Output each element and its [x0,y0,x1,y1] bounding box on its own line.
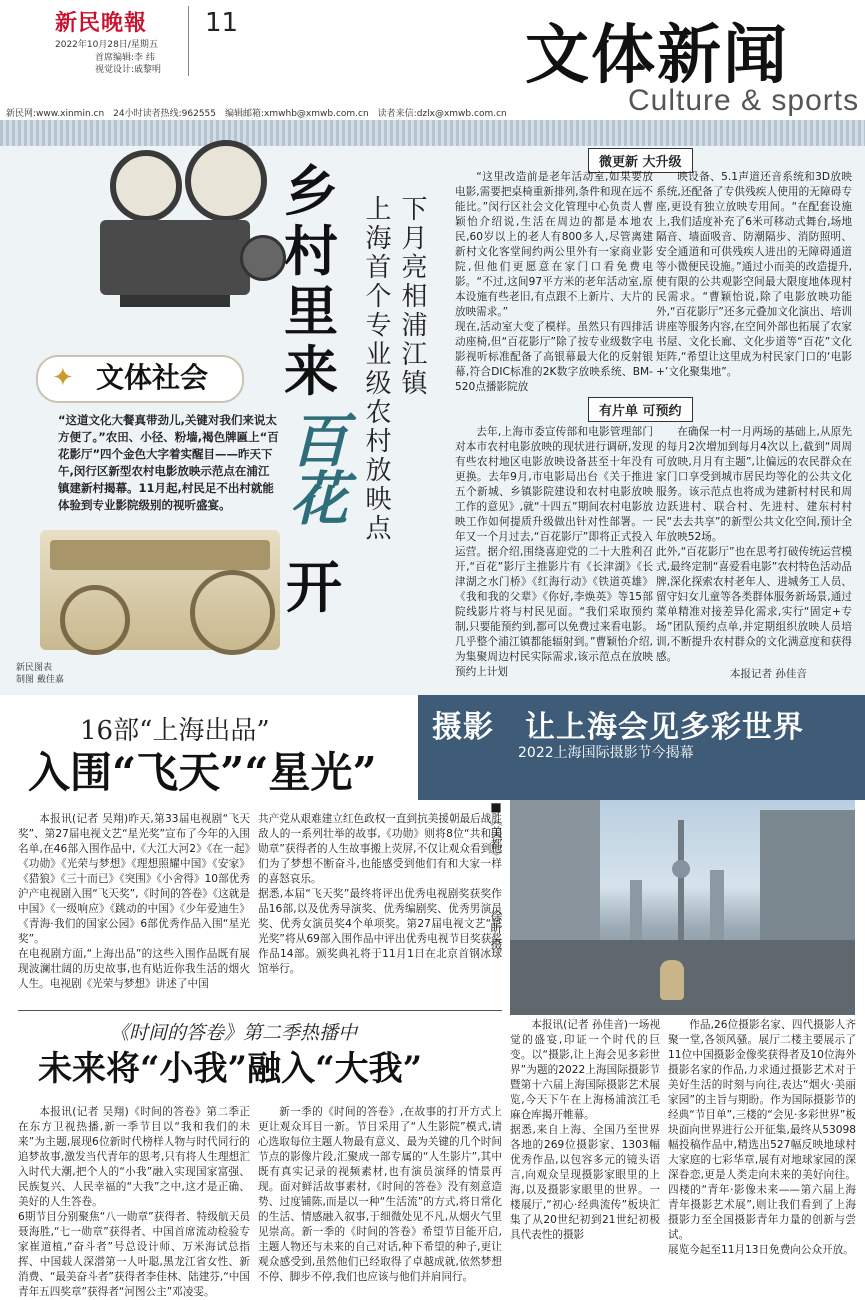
story1-sec1-col2 [656,170,852,378]
story1-headline [284,159,348,404]
story1-sec2-col1 [455,425,653,687]
story1-sec2-col2 [656,425,852,665]
story2-col2 [258,812,502,1002]
story1-deck [358,195,430,675]
story2-col1-text: 本报讯(记者 吴翔)昨天,第33届电视剧“飞天奖”、第27届电视文艺“星光奖”宣布了今年的入围名单,在46部入围作品中,《大江大河2》《在一起》《功勋》《光荣与梦想》《理想照耀中国》《安家》《猎狼》《三十而已》《突围》《小舍得》10部优秀沪产电视剧入围“飞天奖”,《时间的答卷》《这就是中国》《一级响应》《跳动的中国》《少年爱迪生》《青海·我们的国家公园》6部优秀作品入围“星光奖”。 在电视剧方面,“上海出品”的这些入围作品既有展现波澜壮阔的历史故事,也有贴近你我生活的烟火人生。电视剧《光荣与梦想》讲述了中国 [18,813,250,990]
story1-headline-end: 开 [286,555,342,621]
section-title-en: Culture & sports [628,84,860,117]
story3-col2 [258,1105,502,1283]
visual-designer: 视觉设计:戚黎明 [95,65,162,75]
skyline-photo [510,800,855,1015]
headline-char-2: 村 [284,219,338,283]
chief-editor: 首席编辑:李 纬 [95,53,155,63]
headline-char-4: 来 [284,339,338,403]
star-icon: ✦ [52,363,74,393]
story3-kicker: 《时间的答卷》第二季热播中 [110,1022,358,1044]
column-tag [36,355,244,403]
photo-author: 徐昕 摄 [489,910,503,950]
story2-col2-text: 共产党从艰难建立红色政权一直到抗美援朝最后战胜敌人的一系列壮举的故事,《功勋》则将8位“共和国勋章”获得者的人生故事搬上荧屏,不仅让观众看到他们为了梦想不断奋斗,也能感受到他们有和大家一样的喜怒哀乐。 据悉,本届“飞天奖”最终将评出优秀电视剧奖获奖作品16部,以及优秀导演奖、优秀编剧奖、优秀男演员奖、优秀女演员奖4个单项奖。第27届电视文艺“星光奖”将从69部入围作品中评出优秀电视节目奖获奖作品14部。颁奖典礼将于11月1日在北京首钢冰球馆举行。 [258,813,502,975]
story4-subhead: 2022上海国际摄影节今揭幕 [518,745,694,761]
sec1-col1-text: “这里改造前是老年活动室,如果要放电影,需要把桌椅重新排列,条件和现在远不能比。”闵行区社会文化管理中心负责人曹颖怡介绍说,生活在周边的都是本地农民,60岁以上的老人有800多人,尽管离建新村文化客堂间约两公里外有一家商业影院,但他们更愿意在家门口看免费电影。“不过,这间97平方米的老年活动室,原本设施有些老旧,有点跟不上新片、大片的放映需求。” 现在,活动室大变了模样。虽然只有四排活动座椅,但“百花影厅”除了按专业级数字电影视听标准配备了高银幕最大化的反射银幕,符合DIC标准的2K数字放映系统、BM-520点播影院放 [455,171,653,393]
lead-text: “这道文化大餐真带劲儿,关键对我们来说太方便了。”农田、小径、粉墙,褐色牌匾上“百花影厅”四个金色大字着实醒目——昨天下午,闵行区新型农村电影放映示范点在浦江镇建新村揭幕。11月起,村民足不出村就能体验到专业影院级别的视听盛宴。 [58,413,279,512]
story3-col1-text: 本报讯(记者 吴翔)《时间的答卷》第二季正在东方卫视热播,新一季节目以“我和我们的未来”为主题,展现6位新时代榜样人物与时代同行的追梦故事,激发当代青年的思考,只有将人生理想汇入时代大潮,把个人的“小我”融入实现国家富强、民族复兴、人民幸福的“大我”之中,这才是正确、美好的人生答卷。 6期节目分别聚焦“八一勋章”获得者、特级航天员聂海胜,“七一勋章”获得者、中国首席流动检验专家崔道植,“奋斗者”号总设计师、万米海试总指挥、中国载人深潜第一人叶聪,黑龙江省女性、新消费、“最美奋斗者”获得者李佳林、陆建芬,“中国青年五四奖章”获得者“河图公主”邓凌雯。 [18,1106,250,1298]
story1-byline: 本报记者 孙佳音 [730,668,807,680]
story4-headline-text: 让上海会见多彩世界 [525,710,804,745]
photo-caption-column [470,800,510,1000]
story4-col1-text: 本报讯(记者 孙佳音)一场视觉的盛宴,印证一个时代的巨变。以“摄影,让上海会见多彩世界”为题的2022上海国际摄影节暨第十六届上海国际摄影艺术展览,今天下午在上海杨浦滨江毛麻仓库揭开帷幕。 据悉,来自上海、全国乃至世界各地的269位摄影家、1303幅优秀作品,以包容多元的镜头语言,向观众呈现摄影家眼里的上海,以及摄影家眼里的世界。一楼展厅,“初心·经典流传”板块汇集了从20世纪初到21世纪初极具代表性的摄影 [510,1019,660,1241]
contact-line: 新民网:www.xinmin.cn 24小时读者热线:962555 编辑邮箱:xmwhb@xmwb.com.cn 读者来信:dzlx@xmwb.com.cn [6,109,507,119]
headline-char-1: 乡 [284,159,338,223]
projector-illustration [90,140,280,320]
story4-col1 [510,1018,660,1276]
story2-headline: 入围“飞天”“星光” [28,748,377,797]
story1-subhead-2: 有片单 可预约 [588,397,693,422]
story2-kicker: 16部“上海出品” [80,716,270,746]
story2-col1 [18,812,250,1002]
credit-line-2: 制图 戴佳嘉 [16,675,64,685]
headline-char-3: 里 [284,279,338,343]
column-tag-text: 文体社会 [96,361,209,394]
deck-line-1: 下月亮相浦江镇 [397,195,427,398]
sec1-col2-text: 映设备、5.1声道还音系统和3D放映系统,还配备了专供残疾人使用的无障碍专座,更设有独立放映专用间。“在配套设施上,我们适度补充了6米可移动式舞台,场地隔音、墙面吸音、防潮隔步、消防照明、安全通道和可供残疾人进出的无障碍通道等小微便民设施。”通过小而美的改造提升,使有限的公共观影空间最大限度地体现村民需求。“曹颖怡说,除了电影放映功能外,“百花影厅”还多元叠加文化演出、培训讲座等服务内容,在空间外部也拓展了农家书屋、文化长廊、文化步道等“百花”文化矩阵,“希望让这里成为村民家门口的‘电影+’文化聚集地”。 [656,171,852,378]
story1-subhead-1: 微更新 大升级 [588,148,693,173]
story4-tag: 摄影 [432,710,494,745]
issue-date: 2022年10月28日/星期五 [55,40,158,50]
page-number: 11 [205,8,239,38]
story4-col2 [668,1018,856,1276]
story4-headline [432,702,804,746]
photo-title: ■《美都》 [489,800,503,862]
story-divider [18,1010,502,1011]
masthead-divider [188,6,189,76]
editor-credits [95,52,161,76]
newspaper-logo: 新民晚報 [55,10,148,36]
story3-headline: 未来将“小我”融入“大我” [38,1049,423,1089]
story1-lead [58,412,280,514]
sec2-col1-text: 去年,上海市委宣传部和电影管理部门对本市农村电影放映的现状进行调研,发现有些农村地区电影放映设备甚至十年没有更换。去年9月,市电影局出台《关于推进五个新城、乡镇影院建设和农村电影放映工作的意见》,就“十四五”期间农村电影放映工作如何提质升级做出针对性部署。一年又一个月过去,“百花影厅”即将正式投入运营。据介绍,围绕喜迎党的二十大胜利召开,“百花”影厅主推影片有《长津湖》《长津湖之水门桥》《红海行动》《铁道英雄》《我和我的父辈》《你好,李焕英》等15部院线影片将与村民见面。“我们采取预约制,只要能预约到,都可以免费过来看电影。几乎整个浦江镇都能辐射到。”曹颖怡介绍,为集聚周边村民实际需求,该示范点在放映预约上计划 [455,426,653,678]
story3-col1 [18,1105,250,1298]
credit-line-1: 新民图表 [16,663,53,673]
deck-line-2: 上海首个专业级农村放映点 [361,195,391,543]
story1-sec1-col1 [455,170,653,393]
section-title: 文体新闻 [525,18,789,93]
story4-col2-text: 作品,26位摄影名家、四代摄影人齐聚一堂,各领风骚。展厅二楼主要展示了11位中国摄影金像奖获得者及10位海外摄影名家的作品,力求通过摄影艺术对于美好生活的时刻与向往,表达“烟火·美丽家园”的主旨与期盼。作为国际摄影节的经典“节目单”,三楼的“会见·多彩世界”板块面向世界进行公开征集,最终从53098幅投稿作品中,精选出527幅反映地球村大家庭的七彩华章,展有对地球家园的深深眷恋,更是人类走向未来的美好向往。四楼的“青年·影像未来——第六届上海青年摄影艺术展”,则让我们看到了上海摄影力至全国摄影青年力量的创新与尝试。 展览今起至11月13日免费向公众开放。 [668,1019,856,1256]
story3-col2-text: 新一季的《时间的答卷》,在故事的打开方式上更让观众耳目一新。节目采用了“人生影院”模式,请心选取每位主题人物最有意义、最为关键的几个时间节点的影像片段,汇聚成一部专属的“人生影片”,其中既有真实记录的视频素材,也有演员演绎的情景再现。面对鲜活故事素材,《时间的答卷》没有刻意造势、过度铺陈,而是以一种“生活流”的方式,将日常化的生活、情感融入叙事,于细微处见不凡,从烟火气里见崇高。新一季的《时间的答卷》希望节目能开启,主题人物还与未来的自己对话,种下希望的种子,更让观众感受到,虽然他们已经取得了卓越成就,依然梦想不停、脚步不停,我们也应该与他们并肩同行。 [258,1106,502,1283]
graphic-credit [16,662,64,686]
sec2-col2-text: 在确保一村一月两场的基础上,从原先的每月2次增加到每月4次以上,截到“周周可放映,月月有主题”,让偏远的农民群众在家门口享受到城市居民均等化的公共文化服务。该示范点也将成为建新村村民和周边跃进村、联合村、先进村、建东村村民“去去共享”的新型公共文化空间,预计全年放映52场。 此外,“百花影厅”也在思考打破传统运营模式,最终定制“喜爱看电影”农村特色活动品牌,深化探索农村老年人、进城务工人员、留守妇女儿童等各类群体服务新场景,通过菜单精准对接差异化需求,实行“固定+专场”团队预约点单,并定期组织放映人员培训,不断提升农村群众的文化满意度和获得感。 [656,426,852,663]
cart-illustration [40,530,280,650]
story1-headline-brush: 百花 [280,410,348,526]
